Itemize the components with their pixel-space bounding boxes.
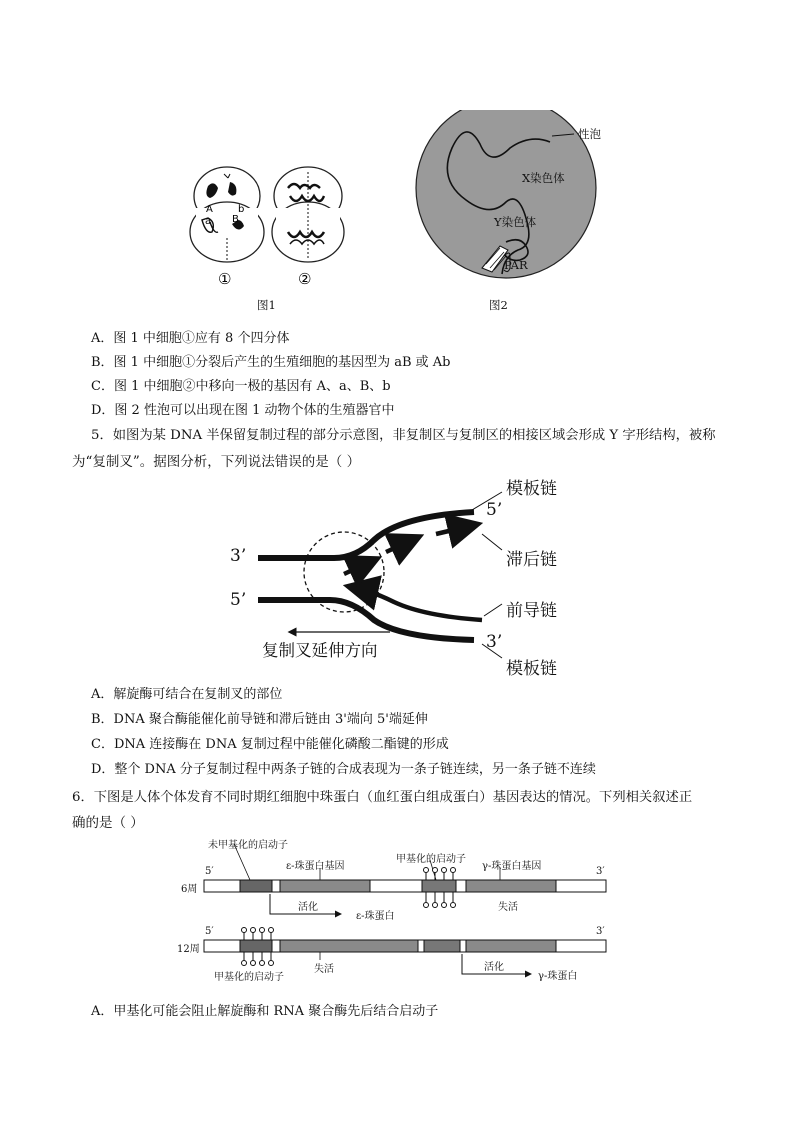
methylated-promoter-box-top xyxy=(422,880,456,892)
epsilon-gene-box-bottom xyxy=(280,940,418,952)
template-strand-top xyxy=(258,512,474,558)
label-leading-strand: 前导链 xyxy=(506,601,557,621)
lagging-fragment-1 xyxy=(344,562,370,574)
label-gamma-gene: γ-珠蛋白基因 xyxy=(482,861,542,872)
label-y-chromosome: Y染色体 xyxy=(494,215,537,229)
label-3prime-left: 3’ xyxy=(230,546,247,566)
cell-2-diagram xyxy=(272,167,344,262)
label-6-weeks: 6周 xyxy=(181,884,198,895)
gamma-promoter-box-bottom xyxy=(424,940,460,952)
label-epsilon-gene: ε-珠蛋白基因 xyxy=(286,861,345,872)
label-3prime-top: 3′ xyxy=(596,866,605,877)
q6-globin-expression-diagram xyxy=(170,830,620,990)
leading-strand xyxy=(356,588,482,620)
q5-option-a: A．解旋酶可结合在复制叉的部位 xyxy=(91,687,283,702)
label-par: PAR xyxy=(504,258,528,272)
q5-option-d: D．整个 DNA 分子复制过程中两条子链的合成表现为一条子链连续，另一条子链不连续 xyxy=(91,762,596,777)
label-methylated-promoter-bottom: 甲基化的启动子 xyxy=(214,972,284,983)
methylated-promoter-box-bottom xyxy=(240,940,272,952)
label-template-strand-bottom: 模板链 xyxy=(506,659,557,679)
lagging-fragment-2 xyxy=(386,540,412,552)
epsilon-gene-box xyxy=(280,880,370,892)
label-template-strand-top: 模板链 xyxy=(506,479,557,499)
label-inactivate-top: 失活 xyxy=(498,902,518,913)
q6-option-a: A．甲基化可能会阻止解旋酶和 RNA 聚合酶先后结合启动子 xyxy=(91,1004,439,1019)
cell-1-label: ① xyxy=(218,270,232,288)
label-methylated-promoter-top: 甲基化的启动子 xyxy=(396,854,466,865)
label-5prime-left: 5’ xyxy=(230,590,247,610)
dna-strand-12-weeks xyxy=(204,940,606,952)
label-5prime-right: 5’ xyxy=(486,500,503,520)
label-x-chromosome: X染色体 xyxy=(522,171,565,185)
label-5prime-bottom: 5′ xyxy=(205,926,214,937)
gamma-gene-box-bottom xyxy=(466,940,556,952)
label-sex-vesicle: 性泡 xyxy=(578,127,601,141)
unmethylated-promoter-box xyxy=(240,880,272,892)
label-5prime-top: 5′ xyxy=(205,866,214,877)
gene-b-label: b xyxy=(238,204,245,215)
figure-1-caption: 图1 xyxy=(257,298,276,312)
label-inactivate-bottom: 失活 xyxy=(314,964,334,975)
cell-1-diagram xyxy=(190,167,264,262)
label-3prime-bottom: 3′ xyxy=(596,926,605,937)
label-activate-top: 活化 xyxy=(298,902,318,913)
q4-option-d: D．图 2 性泡可以出现在图 1 动物个体的生殖器官中 xyxy=(91,403,395,418)
label-gamma-protein: γ-珠蛋白 xyxy=(538,971,578,982)
gene-B-label: B xyxy=(232,214,239,225)
q5-stem-line-2: 为“复制叉”。据图分析，下列说法错误的是（ ） xyxy=(72,454,361,470)
gene-a-label: a xyxy=(205,216,212,227)
gamma-gene-box-top xyxy=(466,880,556,892)
q4-option-b: B．图 1 中细胞①分裂后产生的生殖细胞的基因型为 aB 或 Ab xyxy=(91,355,451,370)
figure-2-caption: 图2 xyxy=(489,298,508,312)
q5-option-b: B．DNA 聚合酶能催化前导链和滞后链由 3'端向 5'端延伸 xyxy=(91,712,428,727)
q5-stem-line-1: 5．如图为某 DNA 半保留复制过程的部分示意图，非复制区与复制区的相接区域会形成 Y 字形结构，被称 xyxy=(91,428,716,443)
label-activate-bottom: 活化 xyxy=(484,962,504,973)
figure-1-cells xyxy=(180,160,350,310)
q4-option-a: A．图 1 中细胞①应有 8 个四分体 xyxy=(91,331,290,346)
label-3prime-right: 3’ xyxy=(486,632,503,652)
label-epsilon-protein: ε-珠蛋白 xyxy=(356,911,395,922)
label-12-weeks: 12周 xyxy=(177,944,200,955)
lagging-fragment-3 xyxy=(436,526,470,534)
template-strand-bottom xyxy=(258,600,474,640)
gene-A-label: A xyxy=(206,204,213,215)
cell-2-label: ② xyxy=(298,270,312,288)
label-fork-direction: 复制叉延伸方向 xyxy=(262,641,378,660)
q5-option-c: C．DNA 连接酶在 DNA 复制过程中能催化磷酸二酯键的形成 xyxy=(91,737,449,752)
label-unmethylated-promoter: 未甲基化的启动子 xyxy=(208,840,288,851)
label-lagging-strand: 滞后链 xyxy=(506,550,557,570)
q6-stem-line-1: 6．下图是人体个体发育不同时期红细胞中珠蛋白（血红蛋白组成蛋白）基因表达的情况。下列相关叙述正 xyxy=(72,790,693,805)
q6-stem-line-2: 确的是（ ） xyxy=(72,815,144,831)
dna-strand-6-weeks xyxy=(204,880,606,892)
q4-option-c: C．图 1 中细胞②中移向一极的基因有 A、a、B、b xyxy=(91,379,391,394)
